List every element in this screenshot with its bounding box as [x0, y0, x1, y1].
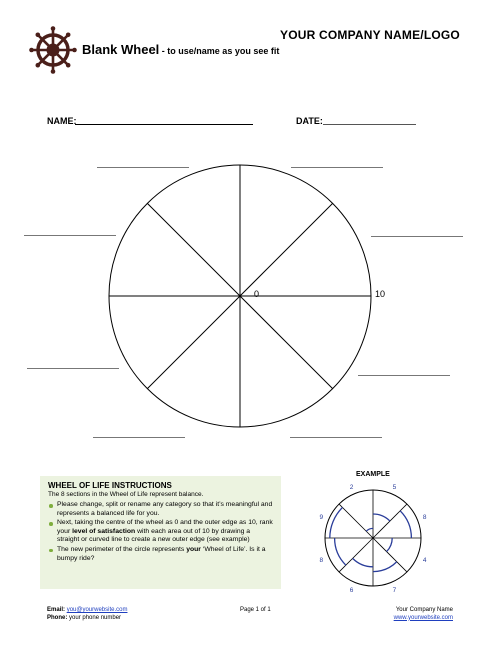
example-score-label: 7 [392, 587, 397, 595]
example-spoke [339, 504, 373, 538]
footer-company-name: Your Company Name [395, 607, 453, 613]
instructions-panel [40, 476, 281, 589]
example-score-arc [366, 528, 373, 531]
instructions-list [48, 501, 274, 564]
example-score-label: 5 [392, 483, 397, 491]
instruction-item: Please change, split or rename any category so that it’s meaningful and represents a balanced life for you. [48, 501, 274, 518]
instruction-item: Next, taking the centre of the wheel as 0 and the outer edge as 10, rank your level of satisfaction with each area out of 10 by drawing a straight or curved line to create a new outer edge (see example) [48, 519, 274, 545]
example-score-label: 2 [349, 483, 354, 491]
footer-company [385, 607, 453, 622]
wheel-spoke [240, 296, 333, 389]
wheel-spoke [147, 203, 240, 296]
instruction-item: The new perimeter of the circle represents your ‘Wheel of Life’. Is it a bumpy ride? [48, 546, 274, 563]
page-number: Page 1 of 1 [240, 607, 271, 613]
wheel-spokes [109, 165, 371, 427]
example-score-arc [387, 538, 393, 552]
example-score-label: 8 [319, 556, 324, 564]
example-score-label: 6 [349, 587, 354, 595]
example-score-arc [373, 514, 390, 521]
wheel-spoke [147, 296, 240, 389]
wheel-spoke [240, 203, 333, 296]
example-score-arc [330, 507, 343, 538]
instructions-title: WHEEL OF LIFE INSTRUCTIONS [48, 481, 172, 490]
website-link[interactable]: www.yourwebsite.com [393, 614, 453, 621]
email-link[interactable]: you@yourwebsite.com [66, 607, 128, 613]
example-score-arc [353, 558, 373, 566]
instructions-intro: The 8 sections in the Wheel of Life represent balance. [48, 491, 204, 498]
example-score-arc [400, 511, 411, 538]
example-score-arc [335, 538, 346, 565]
example-score-arc [373, 562, 397, 572]
email-label: Email: [47, 607, 66, 613]
example-score-label: 4 [422, 556, 427, 564]
example-title: EXAMPLE [356, 471, 390, 478]
name-label: NAME: [47, 116, 77, 126]
example-score-label: 9 [319, 514, 324, 522]
scale-min-label: 0 [254, 289, 260, 299]
company-name-placeholder: YOUR COMPANY NAME/LOGO [280, 28, 460, 42]
phone-label: Phone: [47, 614, 68, 621]
date-label: DATE: [296, 116, 323, 126]
example-wheel [303, 478, 443, 598]
scale-max-label: 10 [375, 289, 386, 299]
example-score-label: 8 [422, 514, 427, 522]
footer-contact [47, 607, 127, 622]
phone-value: your phone number [69, 614, 122, 621]
title-subtitle: - to use/name as you see fit [159, 46, 280, 56]
title-main: Blank Wheel [82, 42, 160, 57]
